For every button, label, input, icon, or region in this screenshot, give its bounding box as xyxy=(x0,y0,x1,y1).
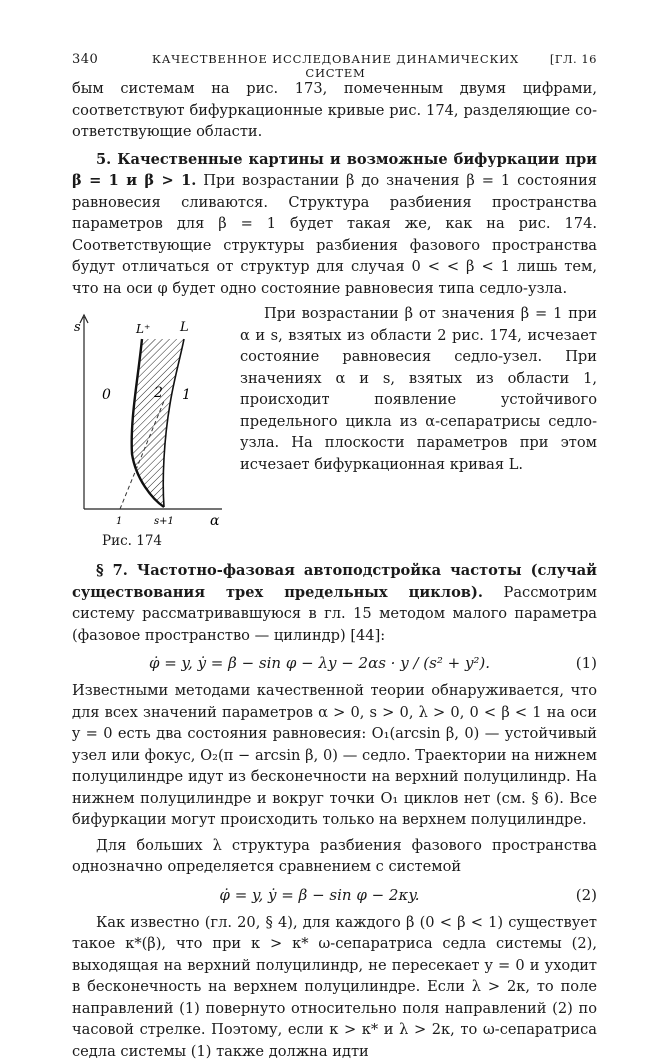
section-7-text: Рассмотрим систему рассматривавшуюся в гл. 15 методом малого параметра (фазовое пространство — цилиндр) [44]: xyxy=(72,584,597,644)
formula-1-number: (1) xyxy=(567,654,597,672)
formula-2-expression: φ̇ = y, ẏ = β − sin φ − 2κy. xyxy=(72,886,567,904)
section-5 xyxy=(72,149,597,300)
page xyxy=(72,52,597,1062)
tick-label-s-plus-1: s+1 xyxy=(154,516,174,527)
label-L: L xyxy=(179,320,189,335)
figure-block xyxy=(72,303,597,554)
running-title: КАЧЕСТВЕННОЕ ИССЛЕДОВАНИЕ ДИНАМИЧЕСКИХ СИСТЕМ xyxy=(122,52,549,80)
formula-2-number: (2) xyxy=(567,886,597,904)
formula-1-expression: φ̇ = y, ẏ = β − sin φ − λy − 2αs · y / (s² + y²). xyxy=(72,654,567,672)
figure-174 xyxy=(72,309,232,554)
label-s-axis: s xyxy=(74,320,81,335)
chapter-label: [ГЛ. 16 xyxy=(549,52,597,66)
paragraph-equilibria: Известными методами качественной теории обнаруживается, что для всех значений параметров α > 0, s > 0, λ > 0, 0 < β < 1 на оси y = 0 есть два состояния равновесия: O₁(arcsin β, 0) — устойчивый узел или фокус, O₂(π − arcsin β, 0) — седло. Траектории на нижнем полуцилиндре идут из бесконечности на верхний полуцилиндр. На нижнем полуцилиндре и вокруг точки O₁ циклов нет (см. § 6). Все бифуркации могут происходить только на верхнем полуцилиндре. xyxy=(72,680,597,831)
running-header xyxy=(72,52,597,78)
label-region-2: 2 xyxy=(153,385,163,401)
tick-label-1: 1 xyxy=(116,516,122,527)
label-region-1: 1 xyxy=(182,387,191,403)
section-7 xyxy=(72,560,597,646)
paragraph-continuation: бым системам на рис. 173, помеченным двумя цифрами, соответствуют бифуркационные кривые рис. 174, разделяющие со-ответствующие области. xyxy=(72,78,597,143)
label-L-plus: L⁺ xyxy=(135,322,150,336)
section-5-heading: 5. Качественные картины и возможные бифуркации при β = 1 и β > 1. xyxy=(72,151,597,190)
formula-1 xyxy=(72,646,597,680)
label-alpha-axis: α xyxy=(210,513,220,529)
page-number: 340 xyxy=(72,52,122,67)
figure-caption: Рис. 174 xyxy=(102,533,162,549)
section-7-heading: § 7. Частотно-фазовая автоподстройка частоты (случай существования трех предельных циклов). xyxy=(72,562,597,601)
bifurcation-diagram xyxy=(72,309,232,534)
section-5-text-1: При возрастании β до значения β = 1 состояния равновесия сливаются. Структура разбиения пространства параметров для β = 1 будет такая же, как на рис. 174. Соответствующие структуры разбиения фазового пространства будут отличаться от структур для случая 0 < < β < 1 лишь тем, что на оси φ будет одно состояние равновесия типа седло-узла. xyxy=(72,172,597,297)
formula-2 xyxy=(72,878,597,912)
label-region-0: 0 xyxy=(102,387,111,403)
section-5-text-2: При возрастании β от значения β = 1 при α и s, взятых из области 2 рис. 174, исчезает состояние равновесия седло-узел. При значениях α и s, взятых из области 1, происходит появление устойчивого предельного цикла из α-сепаратрисы седло-узла. На плоскости параметров при этом исчезает бифуркационная кривая L. xyxy=(72,303,597,475)
paragraph-kappa: Как известно (гл. 20, § 4), для каждого β (0 < β < 1) существует такое κ*(β), что при κ > κ* ω-сепаратриса седла системы (2), выходящая на верхний полуцилиндр, не пересекает y = 0 и уходит в бесконечность на верхнем полуцилиндре. Если λ > 2κ, то поле направлений (1) повернуто относительно поля направлений (2) по часовой стрелке. Поэтому, если κ > κ* и λ > 2κ, то ω-сепаратриса седла системы (1) также должна идти xyxy=(72,912,597,1062)
paragraph-large-lambda: Для больших λ структура разбиения фазового пространства однозначно определяется сравнением с системой xyxy=(72,835,597,878)
